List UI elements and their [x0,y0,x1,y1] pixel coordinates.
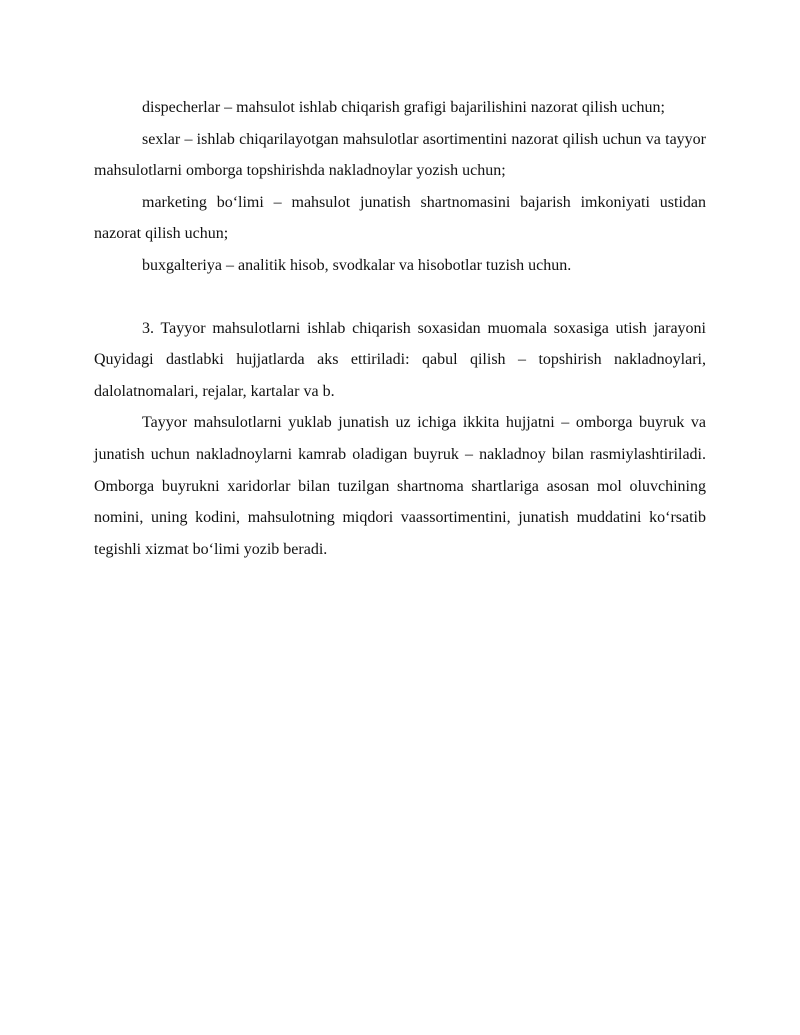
paragraph-accounting: buxgalteriya – analitik hisob, svodkalar va hisobotlar tuzish uchun. [142,256,572,274]
paragraph-shipment: Tayyor mahsulotlarni yuklab junatish uz ichiga ikkita hujjatni – omborga buyruk va junatish uchun nakladnoylarni kamrab oladigan buyruk – nakladnoy bilan rasmiylashtiriladi. Omborga buyrukni xaridorlar bilan tuzilgan shartnoma shartlariga asosan mol oluvchining nomini, uning kodini, mahsulotning miqdori vaassortimentini, junatish muddatini ko‘rsatib tegishli xizmat bo‘limi yozib beradi. [94,414,706,558]
paragraph-section-3: 3. Tayyor mahsulotlarni ishlab chiqarish soxasidan muomala soxasiga utish jarayoni Quyidagi dastlabki hujjatlarda aks ettiriladi: qabul qilish – topshirish nakladnoylari, dalolatnomalari, rejalar, kartalar va b. [94,319,706,400]
document-page [94,92,706,565]
paragraph-spacer [94,282,706,313]
paragraph-workshops: sexlar – ishlab chiqarilayotgan mahsulotlar asortimentini nazorat qilish uchun va tayyor mahsulotlarni omborga topshirishda nakladnoylar yozish uchun; [94,130,706,180]
paragraph-dispatchers: dispecherlar – mahsulot ishlab chiqarish grafigi bajarilishini nazorat qilish uchun; [142,99,665,116]
paragraph-marketing: marketing bo‘limi – mahsulot junatish shartnomasini bajarish imkoniyati ustidan nazorat qilish uchun; [94,193,706,243]
